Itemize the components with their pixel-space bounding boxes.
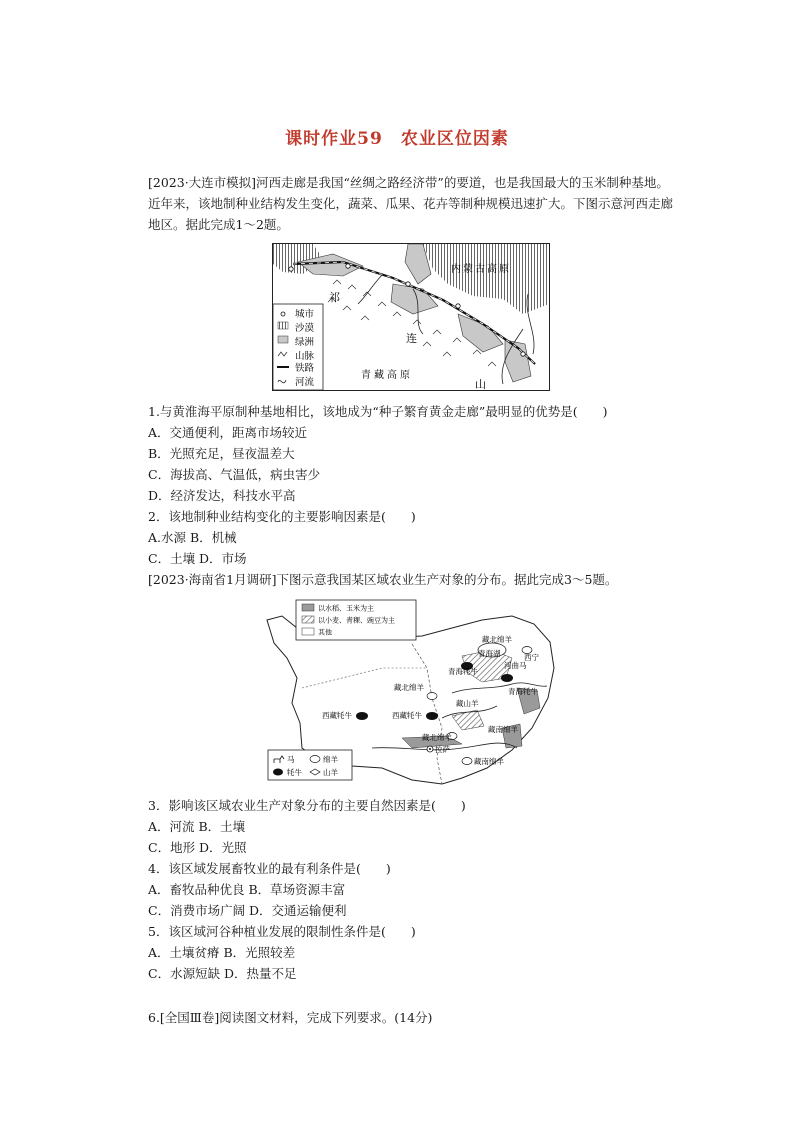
q4-options-cd: C．消费市场广阔 D．交通运输便利 xyxy=(148,903,347,918)
svg-text:其他: 其他 xyxy=(318,628,332,637)
label-shan: 山 xyxy=(475,378,486,390)
q1-option-a: A．交通便利，距离市场较近 xyxy=(148,425,308,440)
svg-text:西宁: 西宁 xyxy=(524,653,539,662)
q5-options-cd: C．水源短缺 D．热量不足 xyxy=(148,966,297,981)
label-qingzang-plateau: 青藏高原 xyxy=(361,370,413,381)
svg-text:西藏牦牛: 西藏牦牛 xyxy=(392,711,422,720)
svg-text:青海牦牛: 青海牦牛 xyxy=(508,687,538,696)
q3-options-ab: A．河流 B．土壤 xyxy=(148,819,246,834)
q6-stem: 6.[全国Ⅲ卷]阅读图文材料，完成下列要求。(14分) xyxy=(148,1010,433,1025)
svg-text:青海湖: 青海湖 xyxy=(478,649,501,658)
q4-options-ab: A．畜牧品种优良 B．草场资源丰富 xyxy=(148,882,346,897)
svg-text:藏北绵羊: 藏北绵羊 xyxy=(482,635,512,644)
svg-text:河曲马: 河曲马 xyxy=(504,661,527,670)
q5-options-ab: A．土壤贫瘠 B．光照较差 xyxy=(148,945,296,960)
q2-stem: 2．该地制种业结构变化的主要影响因素是( ) xyxy=(148,509,416,524)
oasis-icon xyxy=(278,336,288,343)
sheep-icon xyxy=(310,756,320,763)
q5-stem: 5．该区域河谷种植业发展的限制性条件是( ) xyxy=(148,924,416,939)
q3-options-cd: C．地形 D．光照 xyxy=(148,840,247,855)
svg-text:铁路: 铁路 xyxy=(295,363,315,374)
svg-text:沙漠: 沙漠 xyxy=(295,323,315,334)
city-icon xyxy=(281,312,285,316)
svg-text:以小麦、青稞、豌豆为主: 以小麦、青稞、豌豆为主 xyxy=(318,616,395,625)
svg-text:藏北绵羊: 藏北绵羊 xyxy=(394,683,424,692)
q4-stem: 4．该区域发展畜牧业的最有利条件是( ) xyxy=(148,861,391,876)
q2-options-cd: C．土壤 D．市场 xyxy=(148,551,247,566)
q1-option-d: D．经济发达，科技水平高 xyxy=(148,488,296,503)
hexi-corridor-map xyxy=(272,243,550,391)
svg-text:青海牦牛: 青海牦牛 xyxy=(448,667,478,676)
q1-option-c: C．海拔高、气温低，病虫害少 xyxy=(148,467,321,482)
svg-text:藏北绵羊: 藏北绵羊 xyxy=(422,733,452,742)
svg-text:藏南绵羊: 藏南绵羊 xyxy=(474,757,504,766)
svg-text:藏山羊: 藏山羊 xyxy=(456,699,479,708)
svg-text:绿洲: 绿洲 xyxy=(295,337,315,348)
svg-text:河流: 河流 xyxy=(295,377,315,388)
svg-text:藏南绵羊: 藏南绵羊 xyxy=(488,725,518,734)
yak-icon xyxy=(501,674,513,682)
intro-paragraph-1: [2023·大连市模拟]河西走廊是我国“丝绸之路经济带”的要道，也是我国最大的玉米制种基地。近年来，该地制种业结构发生变化，蔬菜、瓜果、花卉等制种规模迅速扩大。下图示意河西走廊地区。据此完成1～2题。 xyxy=(148,175,674,232)
svg-text:西藏牦牛: 西藏牦牛 xyxy=(322,711,352,720)
sheep-icon xyxy=(427,693,437,700)
svg-text:马: 马 xyxy=(287,755,295,764)
desert-icon xyxy=(278,322,288,329)
yak-icon xyxy=(356,712,368,720)
page-title: 课时作业59 农业区位因素 xyxy=(285,129,509,149)
qingzang-agriculture-map xyxy=(262,598,558,788)
label-lian: 连 xyxy=(406,332,417,345)
yak-icon xyxy=(426,712,438,720)
svg-text:拉萨: 拉萨 xyxy=(435,745,450,754)
yak-icon xyxy=(273,769,283,776)
svg-text:绵羊: 绵羊 xyxy=(323,755,338,764)
svg-text:城市: 城市 xyxy=(295,309,315,320)
label-qi: 祁 xyxy=(329,291,340,304)
q1-stem: 1.与黄淮海平原制种基地相比，该地成为“种子繁育黄金走廊”最明显的优势是( ) xyxy=(148,404,608,419)
svg-text:以水稻、玉米为主: 以水稻、玉米为主 xyxy=(318,604,374,613)
svg-text:山脉: 山脉 xyxy=(295,351,315,362)
intro-paragraph-2: [2023·海南省1月调研]下图示意我国某区域农业生产对象的分布。据此完成3～5题。 xyxy=(148,572,618,587)
q1-option-b: B．光照充足，昼夜温差大 xyxy=(148,446,295,461)
label-mongolia-plateau: 内蒙古高原 xyxy=(451,264,511,275)
q2-options-ab: A.水源 B．机械 xyxy=(148,530,237,545)
svg-text:山羊: 山羊 xyxy=(323,768,338,777)
q3-stem: 3．影响该区域农业生产对象分布的主要自然因素是( ) xyxy=(148,798,466,813)
sheep-icon xyxy=(462,758,472,765)
svg-text:牦牛: 牦牛 xyxy=(287,768,302,777)
